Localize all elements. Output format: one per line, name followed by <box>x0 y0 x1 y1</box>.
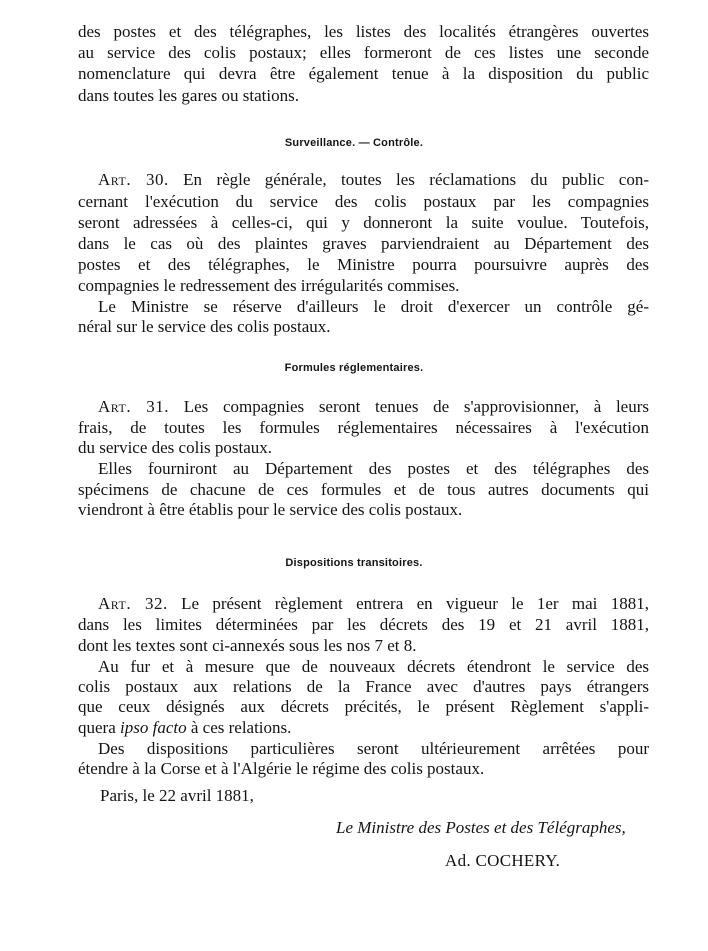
article-label: Art. 30. <box>98 170 169 189</box>
body-line: viendront à être établis pour le service des colis postaux. <box>78 500 463 519</box>
article-label: Art. 31. <box>98 397 170 416</box>
article-text: Les compagnies seront tenues de s'approvisionner, à leurs <box>169 397 650 416</box>
ipso-facto-line: quera ipso facto à ces relations. <box>78 718 292 737</box>
article-first-line <box>98 397 649 417</box>
body-line: étendre à la Corse et à l'Algérie le régime des colis postaux. <box>78 759 485 778</box>
body-line: dans toutes les gares ou stations. <box>78 86 299 105</box>
body-line: compagnies le redressement des irrégularités commises. <box>78 276 460 295</box>
body-line: nomenclature qui devra être également tenue à la disposition du public <box>78 64 649 83</box>
body-line: seront adressées à celles-ci, qui y donneront la suite voulue. Toutefois, <box>78 213 649 232</box>
body-line: au service des colis postaux; elles formeront de ces listes une seconde <box>78 43 649 62</box>
signature-name: Ad. COCHERY. <box>445 851 561 870</box>
ipso-facto-italic: ipso facto <box>120 718 187 737</box>
body-line: dans le cas où des plaintes graves parviendraient au Département des <box>78 234 649 253</box>
body-line: dans les limites déterminées par les décrets des 19 et 21 avril 1881, <box>78 615 649 634</box>
section-heading: Dispositions transitoires. <box>285 557 423 569</box>
body-line: Le Ministre se réserve d'ailleurs le droit d'exercer un contrôle gé- <box>98 297 649 316</box>
body-line: spécimens de chacune de ces formules et de tous autres documents qui <box>78 480 649 499</box>
article-first-line <box>98 594 649 614</box>
body-line: colis postaux aux relations de la France avec d'autres pays étrangers <box>78 677 649 696</box>
body-line: Des dispositions particulières seront ultérieurement arrêtées pour <box>98 739 649 758</box>
body-line: frais, de toutes les formules réglementaires nécessaires à l'exécution <box>78 418 649 437</box>
article-first-line <box>98 170 649 190</box>
body-line: cernant l'exécution du service des colis postaux par les compagnies <box>78 192 649 211</box>
body-line: dont les textes sont ci-annexés sous les nos 7 et 8. <box>78 636 417 655</box>
article-label: Art. 32. <box>98 594 168 613</box>
place-date: Paris, le 22 avril 1881, <box>100 786 254 805</box>
body-line: du service des colis postaux. <box>78 438 273 457</box>
section-heading: Surveillance. — Contrôle. <box>284 137 424 149</box>
body-line: que ceux désignés aux décrets précités, le présent Règlement s'appli- <box>78 697 649 716</box>
body-line: néral sur le service des colis postaux. <box>78 317 331 336</box>
body-line <box>78 718 649 738</box>
section-heading: Formules réglementaires. <box>284 362 424 374</box>
article-text: Le présent règlement entrera en vigueur le 1er mai 1881, <box>167 594 649 613</box>
body-line: Au fur et à mesure que de nouveaux décrets étendront le service des <box>98 657 649 676</box>
body-line: des postes et des télégraphes, les listes des localités étrangères ouvertes <box>78 22 649 41</box>
body-line: Elles fourniront au Département des postes et des télégraphes des <box>98 459 649 478</box>
body-line: postes et des télégraphes, le Ministre pourra poursuivre auprès des <box>78 255 649 274</box>
signature-title: Le Ministre des Postes et des Télégraphes, <box>336 818 626 837</box>
article-text: En règle générale, toutes les réclamations du public con- <box>168 170 649 189</box>
